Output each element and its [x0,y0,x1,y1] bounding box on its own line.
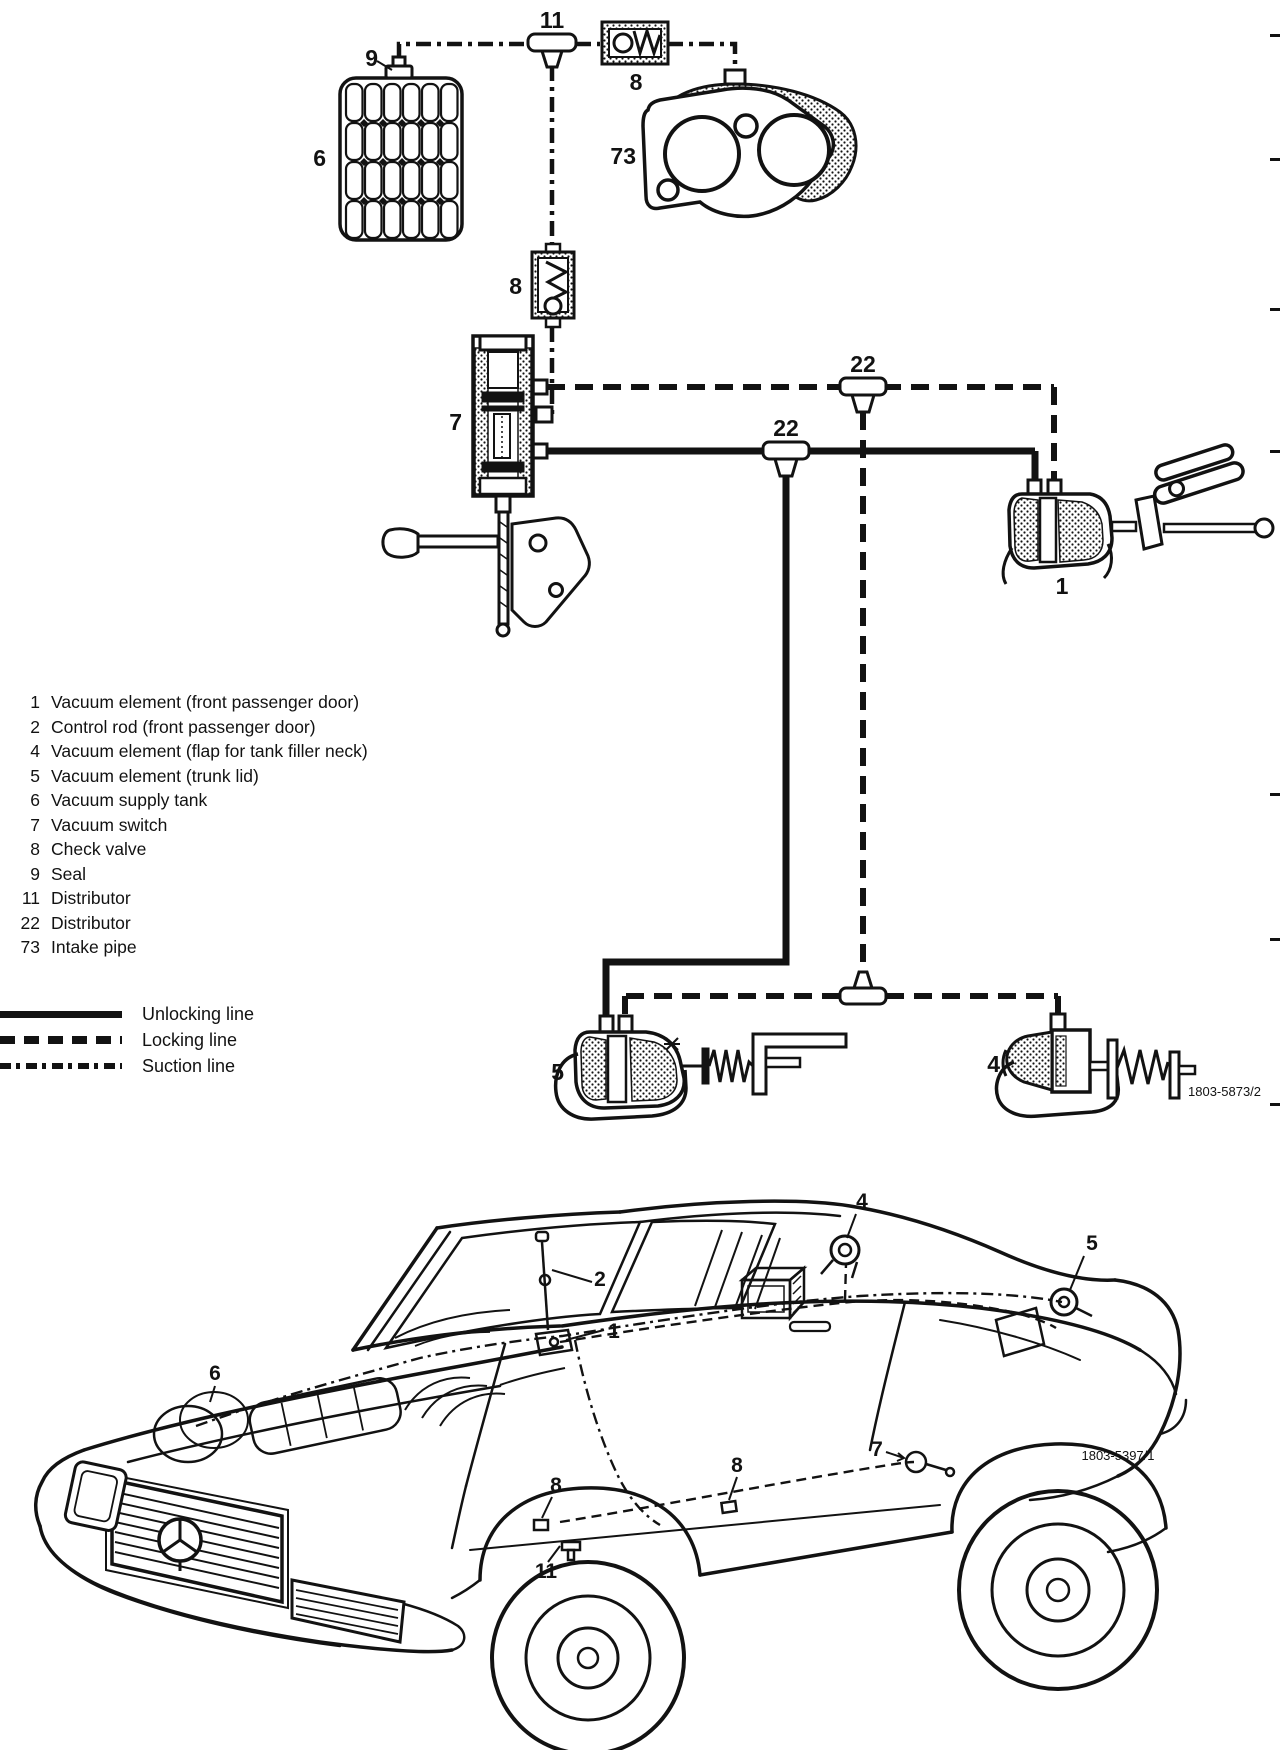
part-name: Seal [51,863,87,884]
parts-list-item [14,813,454,838]
callout-vacuum-switch: 7 [449,409,462,435]
door-lock-mechanism-marker [906,1452,954,1476]
part-name: Vacuum element (flap for tank filler neck) [51,741,368,761]
parts-list-item [14,837,454,862]
parts-list-item [14,862,454,887]
callout-element-door: 1 [1055,573,1069,599]
part-number: 9 [30,863,40,884]
part-number: 4 [30,741,40,761]
locking-lines [547,387,1058,1018]
vacuum-switch [473,336,552,496]
lock-lever-mechanism [383,496,589,636]
callout-supply-tank: 6 [313,145,326,171]
t-fitting-bottom [840,972,886,1004]
check-valve-top [602,22,668,64]
vacuum-element-tank-flap [997,1014,1195,1116]
car-callout-check-valve-front: 8 [550,1474,562,1497]
part-name: Vacuum element (trunk lid) [51,765,259,786]
callout-distributor-top: 11 [539,7,565,33]
car-component-markers [534,1232,1092,1560]
car-figure-ref: 1803-5397/1 [1081,1448,1155,1463]
trunk-lock-actuator-marker [1051,1289,1092,1316]
car-callout-control-rod: 2 [594,1268,606,1291]
callout-distributor-unlocking: 22 [773,415,799,441]
part-number: 2 [30,716,40,737]
callout-seal: 9 [365,45,378,71]
vacuum-element-trunk [556,1016,846,1119]
parts-list-item [14,739,454,764]
part-number: 6 [30,790,40,810]
vacuum-element-door [1003,442,1273,584]
part-name: Control rod (front passenger door) [51,716,316,737]
car-callout-distributor: 11 [534,1560,558,1583]
schematic-figure-ref: 1803-5873/2 [1188,1084,1262,1099]
parts-list-item [14,715,454,740]
intake-pipe [643,70,856,216]
callout-element-trunk: 5 [551,1059,564,1085]
distributor-marker [562,1542,580,1560]
callout-check-valve-top: 8 [629,69,643,95]
part-name: Distributor [51,912,131,933]
headlamp-right [292,1580,404,1642]
part-name: Intake pipe [51,937,137,957]
parts-list-item [14,886,454,911]
part-number: 7 [30,814,40,835]
vacuum-supply-tank [340,78,462,240]
check-valve-front-marker [534,1520,548,1530]
car-callout-vacuum-switch: 7 [871,1438,883,1461]
callout-element-tank-flap: 4 [987,1051,1000,1077]
locking-line-sample [0,1036,122,1044]
parts-list [14,690,454,960]
part-name: Vacuum supply tank [51,790,208,810]
part-number: 11 [21,888,40,908]
part-name: Distributor [51,888,131,908]
parts-list-item [14,764,454,789]
page-edge-ticks [1270,34,1280,1106]
headlamp-left [64,1460,128,1531]
car-callout-tank-flap: 4 [856,1190,868,1213]
part-number: 73 [20,937,40,957]
unlocking-lines [547,451,1035,1018]
parts-list-item [14,690,454,715]
legend-row-locking [0,1027,300,1053]
unlocking-line-sample [0,1011,122,1018]
part-name: Vacuum switch [51,814,168,835]
legend-row-suction [0,1053,300,1079]
door-handle-assembly [1112,442,1273,549]
car-callout-element-door: 1 [608,1320,620,1343]
car-callout-trunk: 5 [1086,1232,1098,1255]
callout-intake-pipe: 73 [610,143,636,169]
callout-distributor-locking: 22 [850,351,876,377]
legend-label: Suction line [142,1055,236,1076]
part-number: 5 [30,765,40,786]
distributor-t-unlocking [763,442,809,476]
rear-wheel [959,1491,1157,1689]
legend-label: Unlocking line [142,1003,255,1024]
part-number: 1 [30,692,40,712]
part-number: 8 [30,839,40,859]
suction-line-sample [0,1063,122,1069]
parts-list-item [14,788,454,813]
car-callout-check-valve-door: 8 [731,1454,743,1477]
seal-fitting [377,57,412,78]
distributor-t-top [528,34,576,67]
part-number: 22 [20,912,40,933]
car-callout-supply-tank: 6 [209,1362,221,1385]
parts-list-item [14,911,454,936]
distributor-t-locking [840,378,886,412]
line-type-legend [0,1001,300,1079]
legend-row-unlocking [0,1001,300,1027]
callout-check-valve-mid: 8 [509,273,522,299]
check-valve-door-marker [721,1501,736,1513]
front-wheel [492,1562,684,1750]
check-valve-mid [532,244,574,327]
tank-flap-actuator-marker [821,1236,859,1278]
parts-list-item [14,935,454,960]
legend-label: Locking line [142,1029,238,1050]
car-location-diagram [0,1150,1280,1750]
part-name: Vacuum element (front passenger door) [51,692,360,712]
part-name: Check valve [51,839,147,859]
